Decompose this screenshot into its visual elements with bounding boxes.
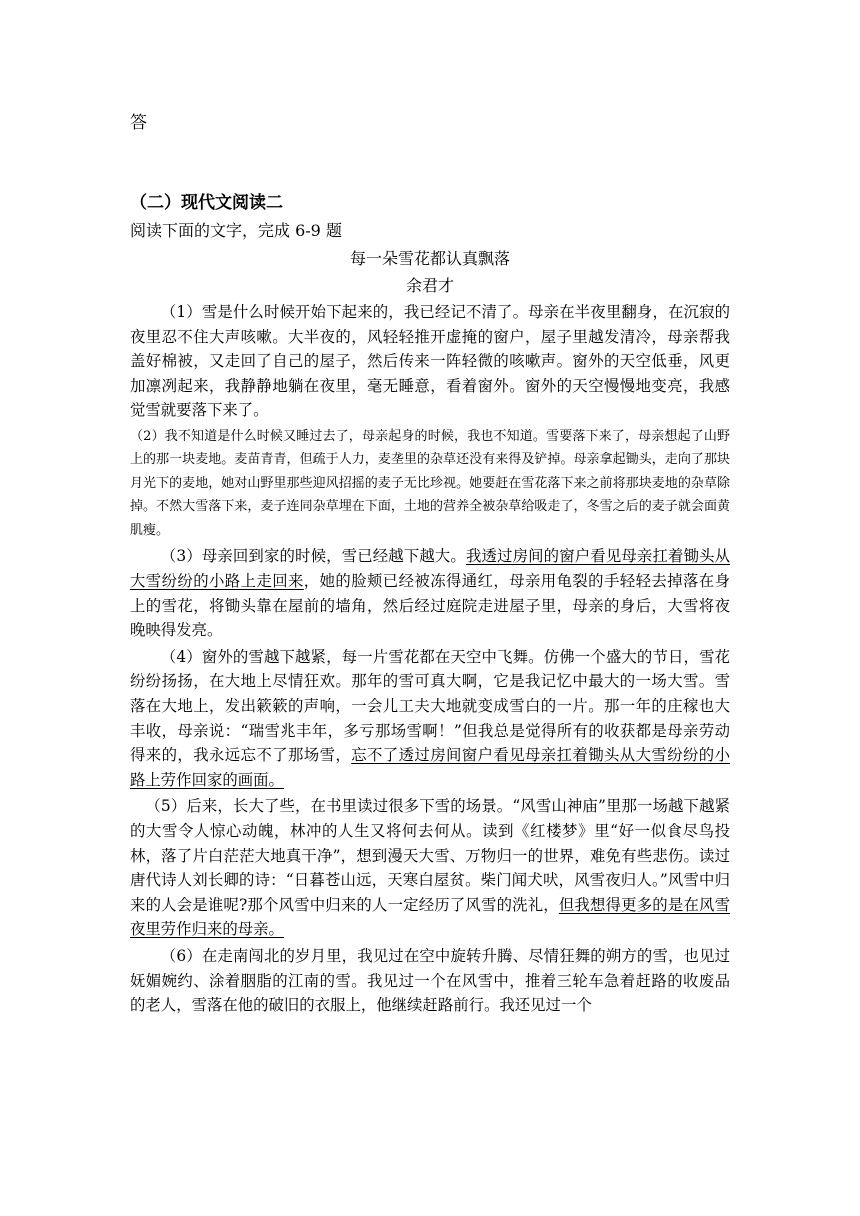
paragraph-5-underlined-sentence: 但我想得更多的是在风雪夜里劳作归来的母亲。 xyxy=(130,895,730,939)
paragraph-5-text-a: （5）后来，长大了些，在书里读过很多下雪的场景。“风雪山神庙”里那一场越下越紧的大雪令人惊心动魄，林冲的人生又将何去何从。读到《红楼梦》里“好一似食尽鸟投林，落了片白茫茫大地真干净”，想到漫天大雪、万物归一的世界，难免有些悲伤。读过唐代诗人刘长卿的诗：“日暮苍山远，天寒白屋贫。柴门闻犬吠，风雪夜归人。”风雪中归来的人会是谁呢?那个风雪中归来的人一定经历了风雪的洗礼， xyxy=(130,797,730,914)
paragraph-4-underlined-sentence: 忘不了透过房间窗户看见母亲扛着锄头从大雪纷纷的小路上劳作回家的画面。 xyxy=(130,746,730,789)
paragraph-1: （1）雪是什么时候开始下起来的，我已经记不清了。母亲在半夜里翻身，在沉寂的夜里忍不住大声咳嗽。大半夜的，风轻轻推开虚掩的窗户，屋子里越发清冷，母亲帮我盖好棉被，又走回了自己的屋子，然后传来一阵轻微的咳嗽声。窗外的天空低垂，风更加凛冽起来，我静静地躺在夜里，毫无睡意，看着窗外。窗外的天空慢慢地变亮，我感觉雪就要落下来了。 xyxy=(130,303,730,420)
section-heading: （二）现代文阅读二 xyxy=(130,193,283,213)
answer-label: 答 xyxy=(130,113,147,133)
paragraph-4-text-a: （4）窗外的雪越下越紧，每一片雪花都在天空中飞舞。仿佛一个盛大的节日，雪花纷纷扬扬，在大地上尽情狂欢。那年的雪可真大啊，它是我记忆中最大的一场大雪。雪落在大地上，发出簌簌的声响，一会儿工夫大地就变成雪白的一片。那一年的庄稼也大丰收，母亲说：“瑞雪兆丰年，多亏那场雪啊！”但我总是觉得所有的收获都是母亲劳动得来的，我永远忘不了那场雪， xyxy=(130,647,730,765)
paragraph-3-text-a: （3）母亲回到家的时候，雪已经越下越大。 xyxy=(160,547,466,566)
article-body xyxy=(130,300,730,1018)
paragraph-3 xyxy=(130,544,730,642)
paragraph-2: （2）我不知道是什么时候又睡过去了，母亲起身的时候，我也不知道。雪要落下来了，母亲想起了山野上的那一块麦地。麦苗青青，但疏于人力，麦垄里的杂草还没有来得及铲掉。母亲拿起锄头，走向了那块月光下的麦地，她对山野里那些迎风招摇的麦子无比珍视。她要赶在雪花落下来之前将那块麦地的杂草除掉。不然大雪落下来，麦子连同杂草埋在下面，土地的营养全被杂草给吸走了，冬雪之后的麦子就会面黄肌瘦。 xyxy=(130,428,730,538)
article-title: 每一朵雪花都认真飘落 xyxy=(349,249,510,268)
paragraph-4 xyxy=(130,645,730,793)
article-author: 余君才 xyxy=(405,276,454,295)
paragraph-3-underlined-sentence: 我透过房间的窗户看见母亲扛着锄头从大雪纷纷的小路上走回来 xyxy=(130,547,730,591)
paragraph-5 xyxy=(130,794,730,942)
paragraph-3-text-b: ，她的脸颊已经被冻得通红，母亲用龟裂的手轻轻去掉落在身上的雪花，将锄头靠在屋前的墙角，然后经过庭院走进屋子里，母亲的身后，大雪将夜晚映得发亮。 xyxy=(130,572,730,640)
reading-instruction: 阅读下面的文字，完成 6-9 题 xyxy=(130,221,342,240)
paragraph-6: （6）在走南闯北的岁月里，我见过在空中旋转升腾、尽情狂舞的朔方的雪，也见过妩媚婉约、涂着胭脂的江南的雪。我见过一个在风雪中，推着三轮车急着赶路的收废品的老人，雪落在他的破旧的衣服上，他继续赶路前行。我还见过一个 xyxy=(130,946,730,1015)
